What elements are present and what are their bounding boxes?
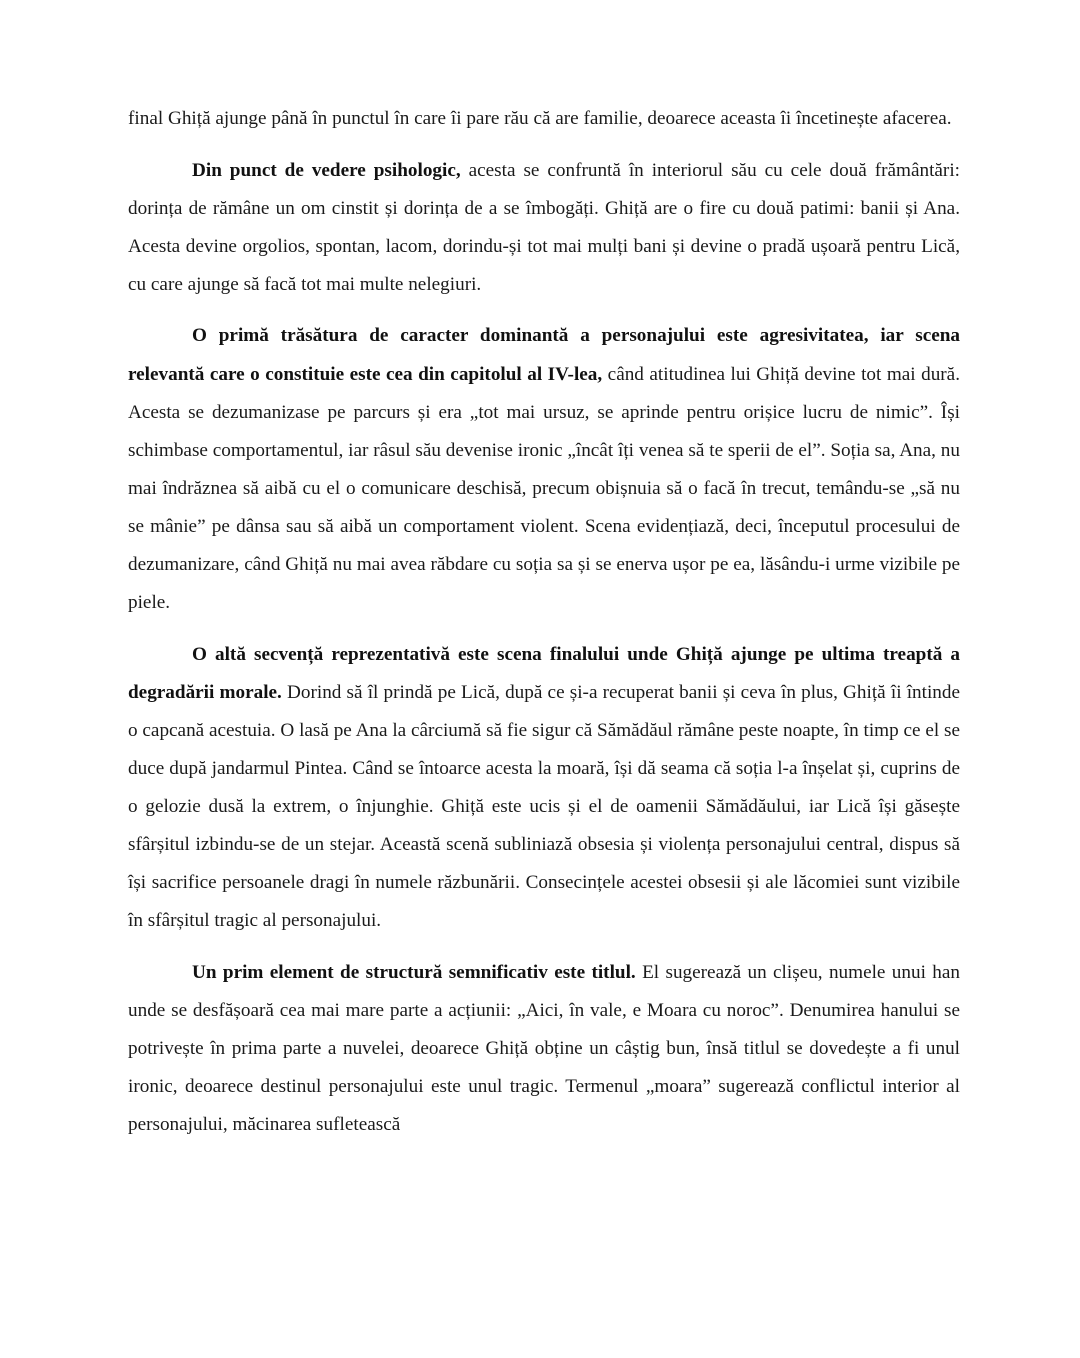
paragraph-3-text: când atitudinea lui Ghiță devine tot mai dură. Acesta se dezumanizase pe parcurs și era „tot mai ursuz, se aprinde pentru orișice lucru de nimic”. Își schimbase comportamentul, iar râsul său devenise ironic „încât îți venea să te sperii de el”. Soția sa, Ana, nu mai îndrăznea să aibă cu el o comunicare deschisă, precum obișnuia să o facă în trecut, temându-se „să nu se mânie” pe dânsa sau să aibă un comportament violent. Scena evidențiază, deci, începutul procesului de dezumanizare, când Ghiță nu mai avea răbdare cu soția sa și se enerva ușor pe ea, lăsându-i urme vizibile pe piele. [128,363,960,614]
paragraph-2-text: acesta se confruntă în interiorul său cu cele două frământări: dorința de rămâne un om cinstit și dorința de a se îmbogăți. Ghiță are o fire cu două patimi: banii și Ana. Acesta devine orgolios, spontan, lacom, dorindu-și tot mai mulți bani și devine o pradă ușoară pentru Lică, cu care ajunge să facă tot mai multe nelegiuri. [128,159,960,295]
paragraph-1-text: final Ghiță ajunge până în punctul în care îi pare rău că are familie, deoarece aceasta îi încetinește afacerea. [128,108,952,129]
paragraph-2 [128,152,960,304]
paragraph-4-bold: O altă secvență reprezentativă este scena finalului unde Ghiță ajunge pe ultima treaptă a degradării morale. [128,643,960,703]
document-page [128,100,960,1158]
paragraph-1 [128,100,960,138]
paragraph-3-bold: O primă trăsătura de caracter dominantă a personajului este agresivitatea, iar scena relevantă care o constituie este cea din capitolul al IV-lea, [128,325,960,385]
paragraph-3 [128,317,960,622]
paragraph-4-text: Dorind să îl prindă pe Lică, după ce și-a recuperat banii și ceva în plus, Ghiță îi întinde o capcană acestuia. O lasă pe Ana la cârciumă să fie sigur că Sămădăul rămâne peste noapte, în timp ce el se duce după jandarmul Pintea. Când se întoarce acesta la moară, își dă seama că soția l-a înșelat și, cuprins de o gelozie dusă la extrem, o înjunghie. Ghiță este ucis și el de oamenii Sămădăului, iar Lică își găsește sfârșitul izbindu-se de un stejar. Această scenă subliniază obsesia și violența personajului central, dispus să își sacrifice persoanele dragi în numele răzbunării. Consecințele acestei obsesii și ale lăcomiei sunt vizibile în sfârșitul tragic al personajului. [128,681,960,932]
paragraph-4 [128,636,960,941]
paragraph-2-bold: Din punct de vedere psihologic, [192,159,461,181]
paragraph-5-bold: Un prim element de structură semnificativ este titlul. [192,961,636,983]
paragraph-5 [128,954,960,1144]
paragraph-5-text: El sugerează un clișeu, numele unui han unde se desfășoară cea mai mare parte a acțiunii: „Aici, în vale, e Moara cu noroc”. Denumirea hanului se potrivește în prima parte a nuvelei, deoarece Ghiță obține un câștig bun, însă titlul se dovedește a fi unul ironic, deoarece destinul personajului este unul tragic. Termenul „moara” sugerează conflictul interior al personajului, măcinarea sufletească [128,961,960,1136]
